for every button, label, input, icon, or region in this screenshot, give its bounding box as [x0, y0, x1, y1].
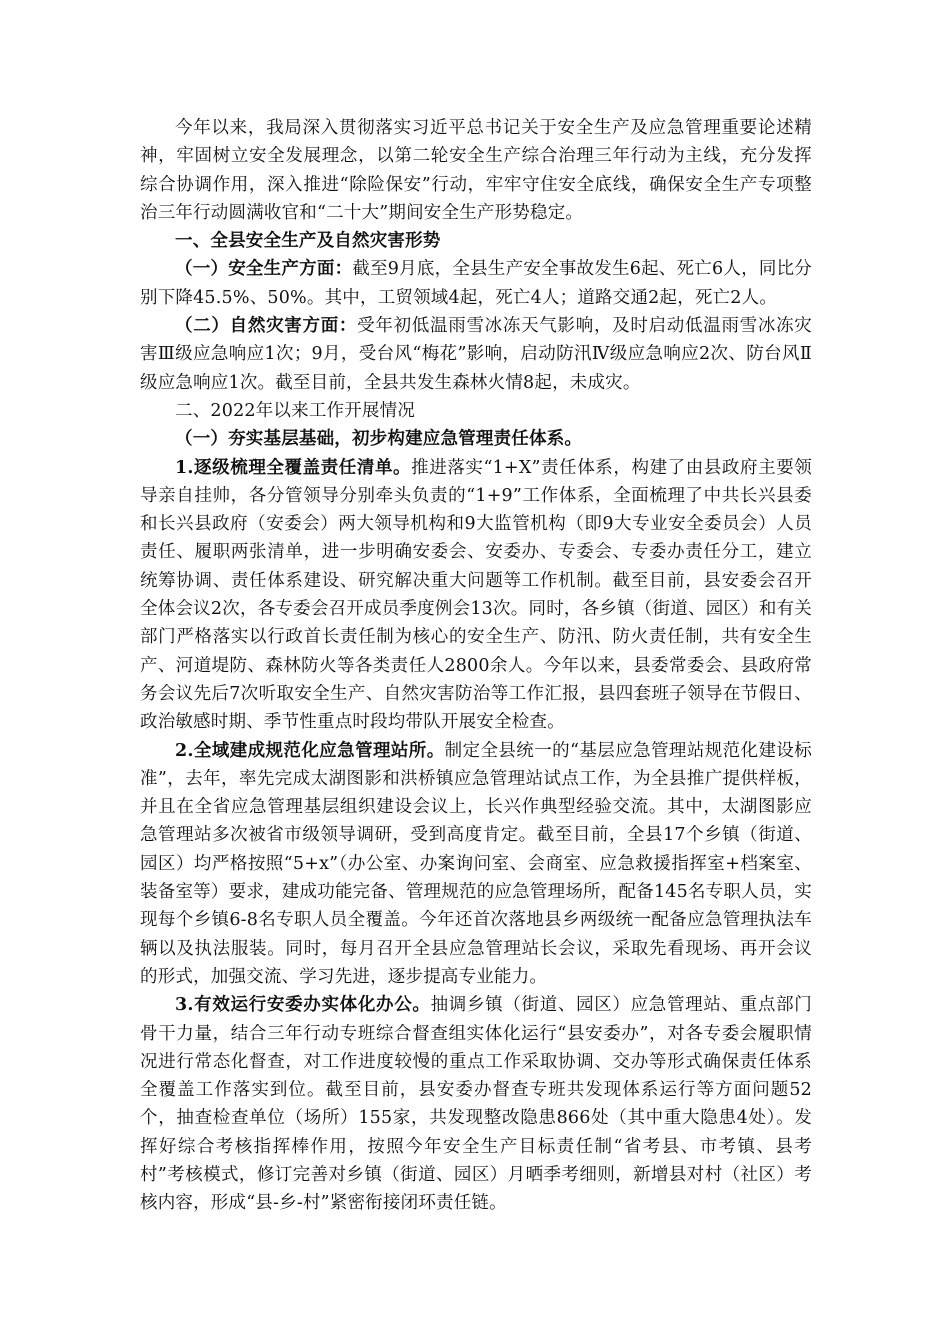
- disaster-paragraph: （二）自然灾害方面：受年初低温雨雪冰冻天气影响，及时启动低温雨雪冰冻灾害Ⅲ级应急响应1次；9月，受台风“梅花”影响，启动防汛Ⅳ级应急响应2次、防台风Ⅱ级应急响应1次。截至目前，全县共发生森林火情8起，未成灾。: [140, 316, 813, 393]
- document-body: [140, 114, 812, 1218]
- safety-paragraph: （一）安全生产方面：截至9月底，全县生产安全事故发生6起、死亡6人，同比分别下降45.5%、50%。其中，工贸领域4起，死亡4人；道路交通2起，死亡2人。: [140, 259, 813, 308]
- item-2-lead: 2.全域建成规范化应急管理站所。: [175, 740, 445, 761]
- subsection-heading-1: （一）夯实基层基础，初步构建应急管理责任体系。: [175, 429, 583, 450]
- intro-paragraph: 今年以来，我局深入贯彻落实习近平总书记关于安全生产及应急管理重要论述精神，牢固树立安全发展理念，以第二轮安全生产综合治理三年行动为主线，充分发挥综合协调作用，深入推进“除险保安”行动，牢牢守住安全底线，确保安全生产专项整治三年行动圆满收官和“二十大”期间安全生产形势稳定。: [140, 118, 812, 223]
- item-1-paragraph: 1.逐级梳理全覆盖责任清单。推进落实“1+X”责任体系，构建了由县政府主要领导亲自挂帅，各分管领导分别牵头负责的“1+9”工作体系，全面梳理了中共长兴县委和长兴县政府（安委会）两大领导机构和9大监管机构（即9大专业安全委员会）人员责任、履职两张清单，进一步明确安委会、安委办、专委会、专委办责任分工，建立统筹协调、责任体系建设、研究解决重大问题等工作机制。截至目前，县安委会召开全体会议2次，各专委会召开成员季度例会13次。同时，各乡镇（街道、园区）和有关部门严格落实以行政首长责任制为核心的安全生产、防汛、防火责任制，共有安全生产、河道堤防、森林防火等各类责任人2800余人。今年以来，县委常委会、县政府常务会议先后7次听取安全生产、自然灾害防治等工作汇报，县四套班子领导在节假日、政治敏感时期、季节性重点时段均带队开展安全检查。: [140, 457, 812, 733]
- item-3-paragraph: 3.有效运行安委办实体化办公。抽调乡镇（街道、园区）应急管理站、重点部门骨干力量，结合三年行动专班综合督查组实体化运行“县安委办”，对各专委会履职情况进行常态化督查，对工作进度较慢的重点工作采取协调、交办等形式确保责任体系全覆盖工作落实到位。截至目前，县安委办督查专班共发现体系运行等方面问题52个，抽查检查单位（场所）155家，共发现整改隐患866处（其中重大隐患4处）。发挥好综合考核指挥棒作用，按照今年安全生产目标责任制“省考县、市考镇、县考村”考核模式，修订完善对乡镇（街道、园区）月晒季考细则，新增县对村（社区）考核内容，形成“县-乡-村”紧密衔接闭环责任链。: [140, 995, 812, 1214]
- safety-lead: （一）安全生产方面：: [175, 259, 353, 280]
- disaster-lead: （二）自然灾害方面：: [175, 316, 358, 337]
- section-heading-2: 二、2022年以来工作开展情况: [175, 400, 416, 421]
- item-1-lead: 1.逐级梳理全覆盖责任清单。: [175, 457, 412, 478]
- section-heading-1: 一、全县安全生产及自然灾害形势: [175, 231, 441, 252]
- item-2-paragraph: 2.全域建成规范化应急管理站所。制定全县统一的“基层应急管理站规范化建设标准”，去年，率先完成太湖图影和洪桥镇应急管理站试点工作，为全县推广提供样板，并且在全省应急管理基层组织建设会议上，长兴作典型经验交流。其中，太湖图影应急管理站多次被省市级领导调研，受到高度肯定。截至目前，全县17个乡镇（街道、园区）均严格按照“5+x”（办公室、办案询问室、会商室、应急救援指挥室+档案室、装备室等）要求，建成功能完备、管理规范的应急管理场所，配备145名专职人员，实现每个乡镇6-8名专职人员全覆盖。今年还首次落地县乡两级统一配备应急管理执法车辆以及执法服装。同时，每月召开全县应急管理站长会议，采取先看现场、再开会议的形式，加强交流、学习先进，逐步提高专业能力。: [140, 740, 812, 987]
- item-3-lead: 3.有效运行安委办实体化办公。: [175, 995, 431, 1016]
